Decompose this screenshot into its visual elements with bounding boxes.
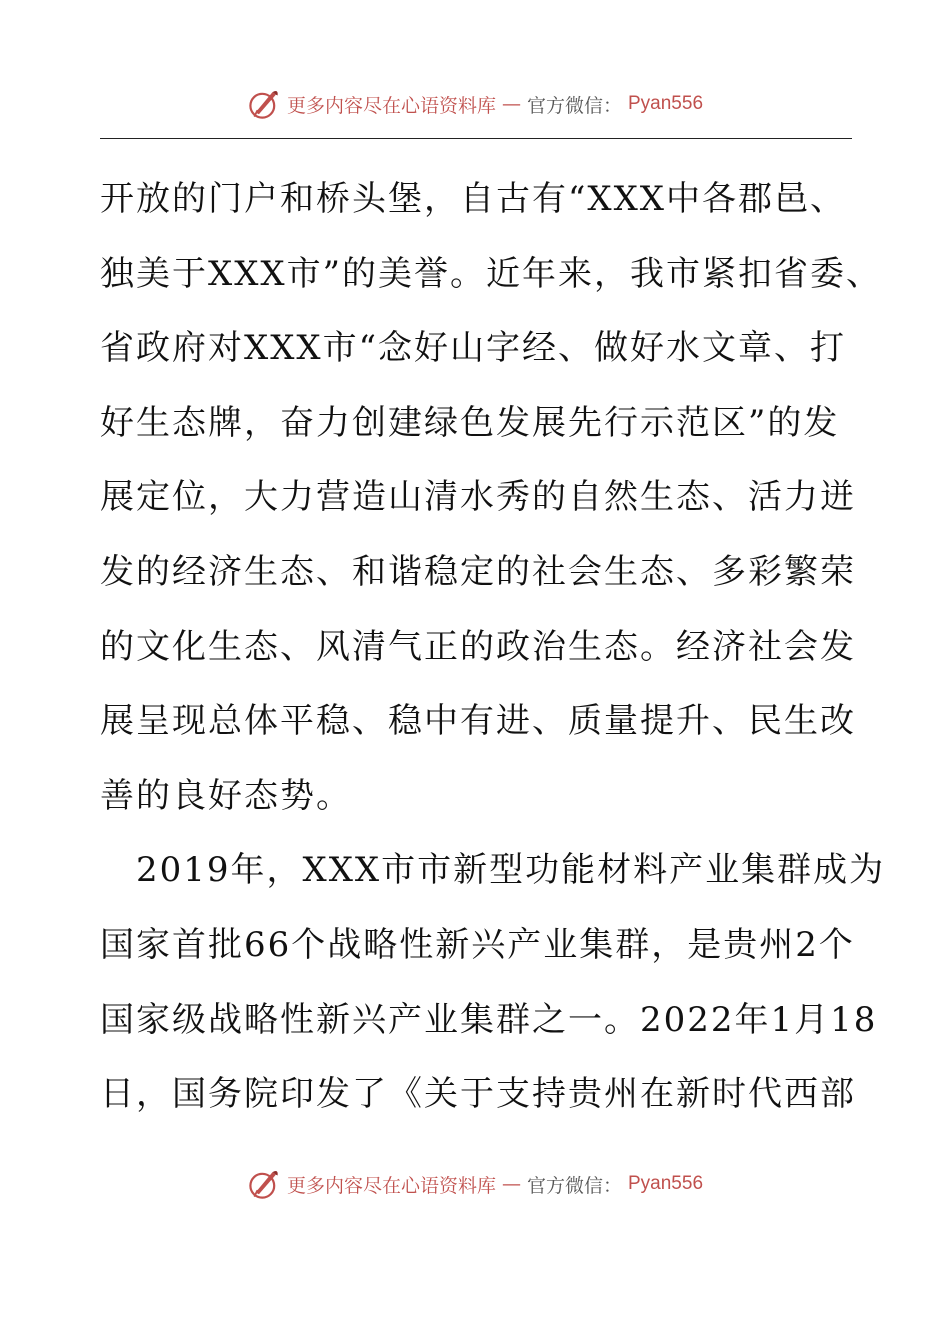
footer-wechat-label: 官方微信： — [526, 1174, 622, 1197]
text-line: 展定位，大力营造山清水秀的自然生态、活力迸 — [100, 477, 856, 518]
text-line: 善的良好态势。 — [100, 775, 352, 816]
footer-wechat-id: Pyan556 — [628, 1173, 704, 1194]
header-wechat-label: 官方微信： — [526, 94, 622, 117]
text-line: 国家首批66个战略性新兴产业集群，是贵州2个 — [100, 924, 855, 965]
header-divider — [100, 138, 852, 139]
text-line: 发的经济生态、和谐稳定的社会生态、多彩繁荣 — [100, 551, 856, 592]
text-line: 2019年，XXX市市新型功能材料产业集群成为 — [100, 850, 886, 891]
text-line: 的文化生态、风清气正的政治生态。经济社会发 — [100, 626, 856, 667]
text-line: 独美于XXX市”的美誉。近年来，我市紧扣省委、 — [100, 253, 882, 294]
text-line: 省政府对XXX市“念好山字经、做好水文章、打 — [100, 328, 846, 369]
footer-separator: — — [501, 1173, 521, 1195]
header-banner-content — [247, 87, 703, 121]
document-body — [100, 162, 886, 1132]
header-wechat-id: Pyan556 — [628, 93, 704, 114]
text-line: 国家级战略性新兴产业集群之一。2022年1月18 — [100, 999, 878, 1040]
footer-main-text: 更多内容尽在心语资料库 — [286, 1174, 496, 1197]
footer-banner-content — [247, 1167, 703, 1201]
text-line: 开放的门户和桥头堡，自古有“XXX中各郡邑、 — [100, 179, 846, 219]
text-line: 展呈现总体平稳、稳中有进、质量提升、民生改 — [100, 701, 856, 742]
text-line: 好生态牌，奋力创建绿色发展先行示范区”的发 — [100, 402, 840, 443]
header-separator: — — [501, 93, 521, 115]
quill-pen-circle-icon — [247, 87, 281, 121]
text-line: 日，国务院印发了《关于支持贵州在新时代西部 — [100, 1074, 856, 1115]
header-main-text: 更多内容尽在心语资料库 — [286, 94, 496, 117]
quill-pen-circle-icon — [247, 1167, 281, 1201]
header-banner — [0, 84, 950, 124]
footer-banner — [0, 1164, 950, 1204]
